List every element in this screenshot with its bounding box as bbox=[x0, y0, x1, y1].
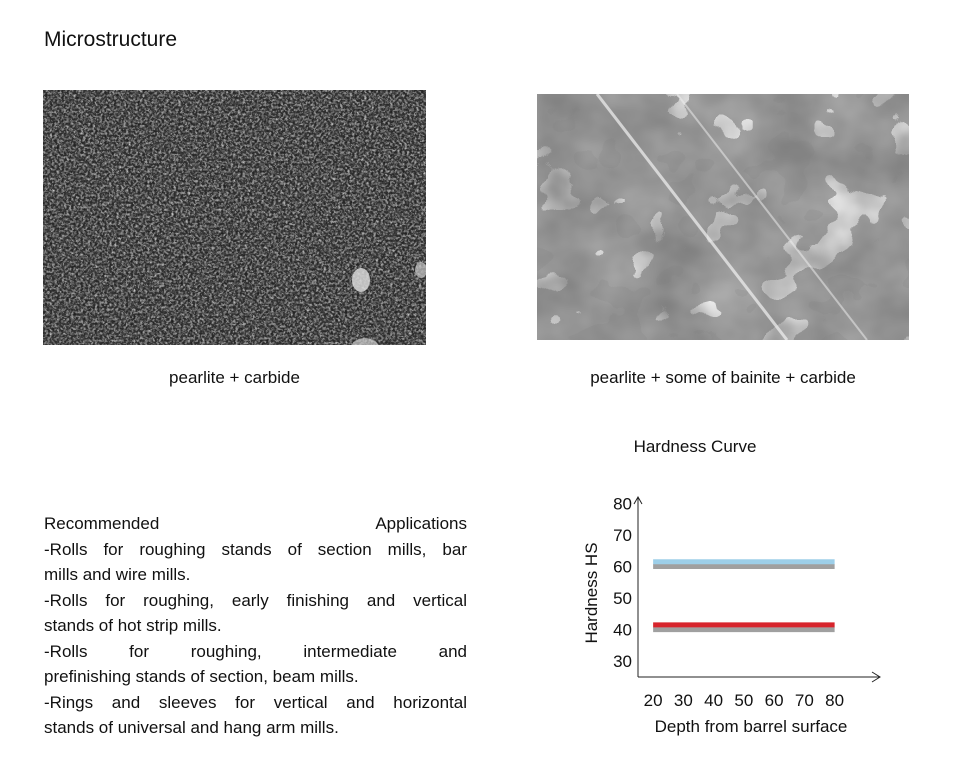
applications-line: mills and wire mills. bbox=[44, 565, 191, 584]
applications-line: stands of hot strip mills. bbox=[44, 616, 222, 635]
recommended-applications bbox=[44, 511, 467, 741]
y-tick-label: 80 bbox=[613, 494, 632, 514]
x-axis-label: Depth from barrel surface bbox=[654, 717, 848, 736]
x-tick-label: 30 bbox=[673, 691, 693, 710]
y-axis-label: Hardness HS bbox=[582, 542, 601, 644]
x-tick-label: 60 bbox=[764, 691, 784, 710]
applications-line: -Rolls for roughing, early finishing and vertical bbox=[44, 590, 467, 610]
micrograph-pearlite-carbide bbox=[43, 90, 426, 345]
y-tick-label: 70 bbox=[613, 525, 632, 545]
micrograph-image bbox=[43, 90, 426, 345]
x-tick-label: 80 bbox=[825, 691, 845, 710]
applications-heading: Recommended Applications bbox=[44, 514, 467, 533]
hardness-chart bbox=[560, 425, 900, 745]
applications-line: -Rings and sleeves for vertical and horizontal bbox=[44, 692, 467, 712]
x-tick-label: 40 bbox=[704, 691, 724, 710]
y-tick-label: 60 bbox=[613, 557, 632, 577]
applications-line: -Rolls for roughing, intermediate and bbox=[44, 641, 467, 661]
applications-line: stands of universal and hang arm mills. bbox=[44, 718, 339, 737]
x-tick-label: 70 bbox=[794, 691, 814, 710]
y-tick-label: 40 bbox=[613, 620, 632, 640]
applications-line: -Rolls for roughing stands of section mills, bar bbox=[44, 539, 467, 559]
micrograph-pearlite-bainite-carbide bbox=[537, 94, 909, 340]
y-tick-label: 30 bbox=[613, 652, 632, 672]
applications-line: prefinishing stands of section, beam mills. bbox=[44, 667, 359, 686]
chart-title: Hardness Curve bbox=[633, 437, 757, 456]
page-title: Microstructure bbox=[44, 28, 178, 51]
y-tick-label: 50 bbox=[613, 589, 632, 609]
x-tick-label: 20 bbox=[643, 691, 663, 710]
micrograph-caption: pearlite + carbide bbox=[169, 368, 300, 387]
micrograph-caption: pearlite + some of bainite + carbide bbox=[590, 368, 856, 387]
micrograph-image bbox=[537, 94, 909, 340]
x-tick-label: 50 bbox=[734, 691, 754, 710]
